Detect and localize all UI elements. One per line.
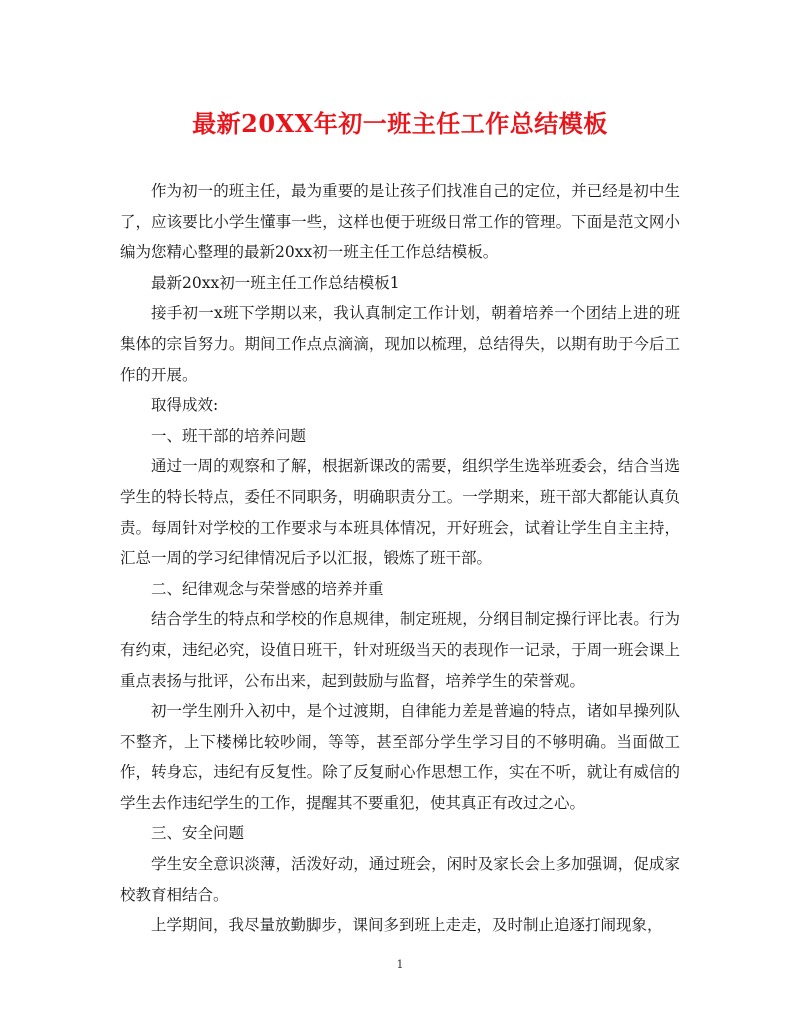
document-title: 最新20XX年初一班主任工作总结模板 <box>192 109 608 138</box>
subheading: 二、纪律观念与荣誉感的培养并重 <box>151 579 384 598</box>
body-paragraph: 接手初一x班下学期以来，我认真制定工作计划，朝着培养一个团结上进的班集体的宗旨努力。期间工作点点滴滴，现加以梳理，总结得失，以期有助于今后工作的开展。 <box>120 304 680 384</box>
intro-paragraph: 作为初一的班主任，最为重要的是让孩子们找准自己的定位，并已经是初中生了，应该要比小学生懂事一些，这样也便于班级日常工作的管理。下面是范文网小编为您精心整理的最新20xx初一班主任工作总结模板。 <box>120 182 680 262</box>
body-paragraph: 初一学生刚升入初中，是个过渡期，自律能力差是普遍的特点，诸如早操列队不整齐，上下楼梯比较吵闹，等等，甚至部分学生学习目的不够明确。当面做工作，转身忘，违纪有反复性。除了反复耐心作思想工作，实在不听，就让有威信的学生去作违纪学生的工作，提醒其不要重犯，使其真正有改过之心。 <box>120 702 680 812</box>
subheading: 三、安全问题 <box>151 824 245 843</box>
body-paragraph: 结合学生的特点和学校的作息规律，制定班规，分纲目制定操行评比表。行为有约束，违纪必究，设值日班干，针对班级当天的表现作一记录，于周一班会课上重点表扬与批评，公布出来，起到鼓励与监督，培养学生的荣誉观。 <box>120 610 680 690</box>
body-paragraph: 学生安全意识淡薄，活泼好动，通过班会，闲时及家长会上多加强调，促成家校教育相结合。 <box>120 855 680 904</box>
document-body <box>120 176 680 941</box>
body-paragraph: 上学期间，我尽量放勤脚步，课间多到班上走走，及时制止追逐打闹现象， <box>151 916 663 935</box>
section-heading: 最新20xx初一班主任工作总结模板1 <box>151 273 400 292</box>
subheading: 取得成效: <box>151 396 219 415</box>
body-paragraph: 通过一周的观察和了解，根据新课改的需要，组织学生选举班委会，结合当选学生的特长特点，委任不同职务，明确职责分工。一学期来，班干部大都能认真负责。每周针对学校的工作要求与本班具体情况，开好班会，试着让学生自主主持，汇总一周的学习纪律情况后予以汇报，锻炼了班干部。 <box>120 457 680 568</box>
subheading: 一、班干部的培养问题 <box>151 426 307 445</box>
page-number: 1 <box>396 958 404 971</box>
